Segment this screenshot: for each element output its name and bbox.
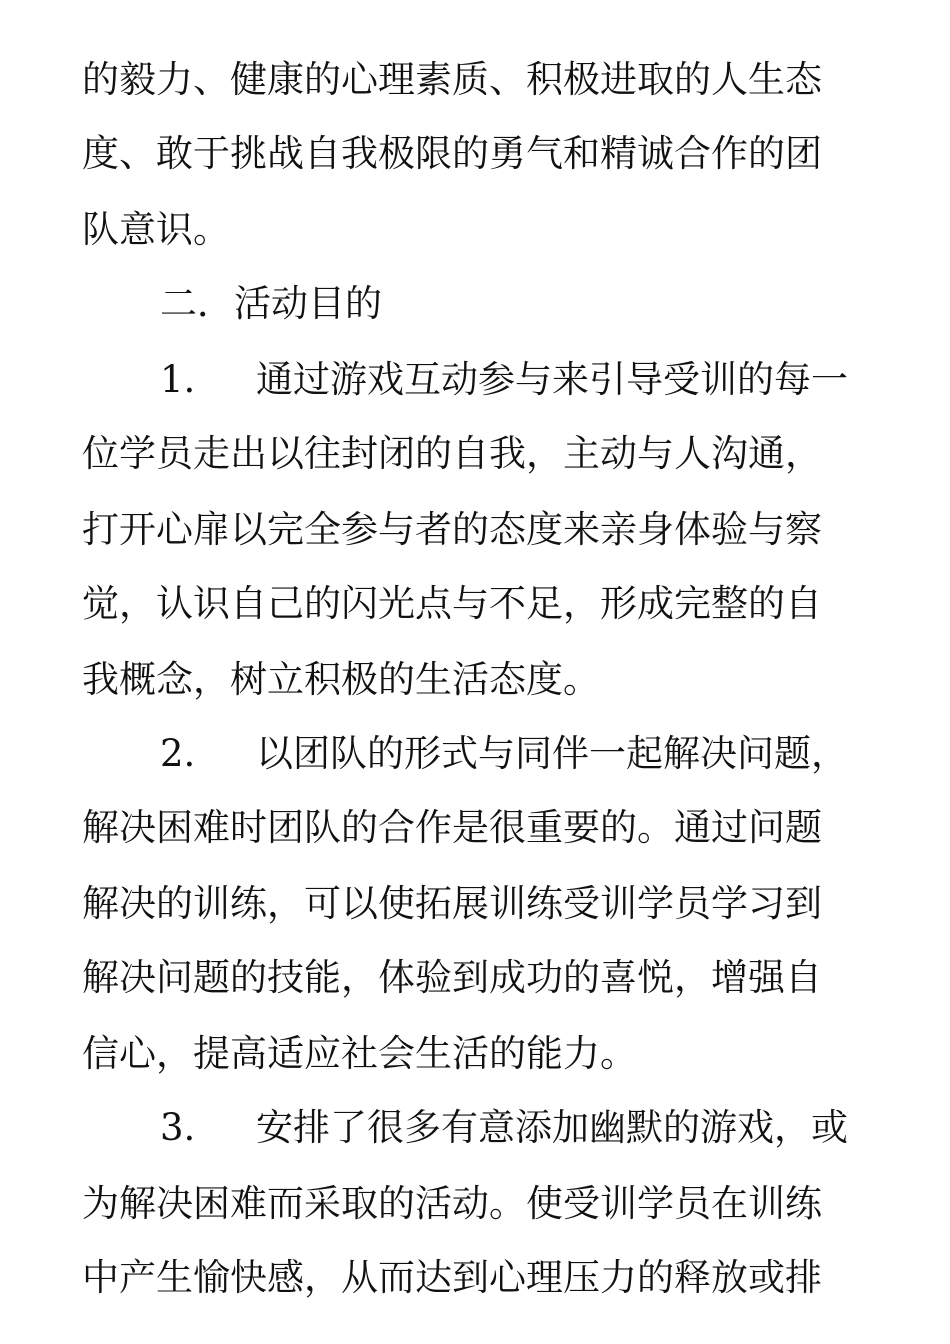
- section-heading: 二．活动目的: [160, 282, 382, 325]
- text-line: 以团队的形式与同伴一起解决问题，: [256, 732, 848, 775]
- text-line: 解决困难时团队的合作是很重要的。通过问题: [82, 806, 822, 849]
- text-line: 中产生愉快感，从而达到心理压力的释放或排: [82, 1256, 822, 1299]
- text-line: 解决问题的技能，体验到成功的喜悦，增强自: [82, 956, 822, 999]
- text-line: 队意识。: [82, 208, 230, 251]
- item-number: 2.: [160, 732, 196, 775]
- text-line: 为解决困难而采取的活动。使受训学员在训练: [82, 1182, 822, 1225]
- text-line: 通过游戏互动参与来引导受训的每一: [256, 358, 848, 401]
- item-number: 1.: [160, 358, 196, 401]
- numbered-item-3: [160, 1100, 848, 1156]
- numbered-item-1: [160, 352, 848, 408]
- text-line: 信心，提高适应社会生活的能力。: [82, 1032, 637, 1075]
- text-line: 解决的训练，可以使拓展训练受训学员学习到: [82, 882, 822, 925]
- text-line: 安排了很多有意添加幽默的游戏，或: [256, 1106, 848, 1149]
- text-line: 位学员走出以往封闭的自我，主动与人沟通，: [82, 432, 822, 475]
- text-line: 打开心扉以完全参与者的态度来亲身体验与察: [82, 508, 822, 551]
- text-line: 我概念，树立积极的生活态度。: [82, 658, 600, 701]
- numbered-item-2: [160, 726, 848, 782]
- item-number: 3.: [160, 1106, 196, 1149]
- text-line: 的毅力、健康的心理素质、积极进取的人生态: [82, 58, 822, 101]
- text-line: 觉，认识自己的闪光点与不足，形成完整的自: [82, 582, 822, 625]
- text-line: 度、敢于挑战自我极限的勇气和精诚合作的团: [82, 132, 822, 175]
